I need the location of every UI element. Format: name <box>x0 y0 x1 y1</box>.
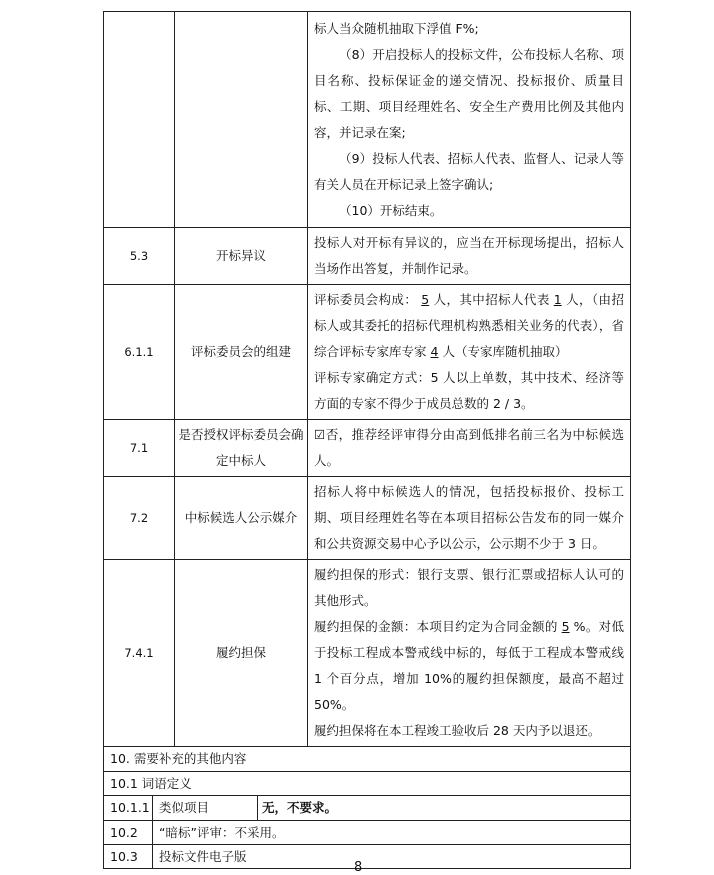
row-number: 10.3 <box>104 845 153 869</box>
row-content: ☑否，推荐经评审得分由高到低排名前三名为中标候选人。 <box>308 420 631 477</box>
page-number: 8 <box>354 860 363 875</box>
row-name: 中标候选人公示媒介 <box>175 477 308 560</box>
table-row <box>104 285 631 420</box>
table-row <box>104 772 631 796</box>
row-text: “暗标”评审：不采用。 <box>153 821 631 845</box>
table-row <box>104 12 631 228</box>
table-row <box>104 796 631 821</box>
table-row <box>104 747 631 772</box>
row-text: 投标文件电子版 <box>153 845 631 869</box>
row-number: 7.2 <box>104 477 175 560</box>
bid-data-table <box>103 11 631 869</box>
row-content: 招标人将中标候选人的情况，包括投标报价、投标工期、项目经理姓名等在本项目招标公告发布的同一媒介和公共资源交易中心予以公示，公示期不少于 3 日。 <box>308 477 631 560</box>
table-row <box>104 845 631 869</box>
row-value: 无，不要求。 <box>258 796 631 821</box>
row-number: 5.3 <box>104 228 175 285</box>
row-content: 评标委员会构成： 5 人，其中招标人代表 1 人，（由招标人或其委托的招标代理机构熟悉相关业务的代表），省综合评标专家库专家 4 人（专家库随机抽取） 评标专家确定方式：5 人以上单数，其中技术、经济等方面的专家不得少于成员总数的 2 / 3。 <box>308 285 631 420</box>
row-content: 标人当众随机抽取下浮值 F%; （8）开启投标人的投标文件，公布投标人名称、项目名称、投标保证金的递交情况、投标报价、质量目标、工期、项目经理姓名、安全生产费用比例及其他内容，并记录在案; （9）投标人代表、招标人代表、监督人、记录人等有关人员在开标记录上签字确认; （10）开标结束。 <box>308 12 631 228</box>
row-number: 7.4.1 <box>104 560 175 747</box>
row-name: 是否授权评标委员会确定中标人 <box>175 420 308 477</box>
row-number: 10.1.1 <box>104 796 153 821</box>
row-name: 评标委员会的组建 <box>175 285 308 420</box>
section-heading: 10. 需要补充的其他内容 <box>104 747 631 772</box>
expert-count: 4 <box>430 344 439 359</box>
owner-reps: 1 <box>553 292 562 307</box>
row-number: 10.2 <box>104 821 153 845</box>
table-row <box>104 821 631 845</box>
table-row <box>104 560 631 747</box>
row-content: 履约担保的形式：银行支票、银行汇票或招标人认可的其他形式。 履约担保的金额：本项目约定为合同金额的 5 %。对低于投标工程成本警戒线中标的，每低于工程成本警戒线 1 个百分点，增加 10%的履约担保额度，最高不超过 50%。 履约担保将在本工程竣工验收后 28 天内予以退还。 <box>308 560 631 747</box>
section-heading: 10.1 词语定义 <box>104 772 631 796</box>
table-row <box>104 420 631 477</box>
row-name: 开标异议 <box>175 228 308 285</box>
row-name: 履约担保 <box>175 560 308 747</box>
committee-total: 5 <box>421 292 430 307</box>
row-content: 投标人对开标有异议的，应当在开标现场提出，招标人当场作出答复，并制作记录。 <box>308 228 631 285</box>
guarantee-percent: 5 <box>561 619 570 634</box>
table-row <box>104 477 631 560</box>
row-label: 类似项目 <box>153 796 258 821</box>
row-number: 7.1 <box>104 420 175 477</box>
row-number: 6.1.1 <box>104 285 175 420</box>
table-row <box>104 228 631 285</box>
